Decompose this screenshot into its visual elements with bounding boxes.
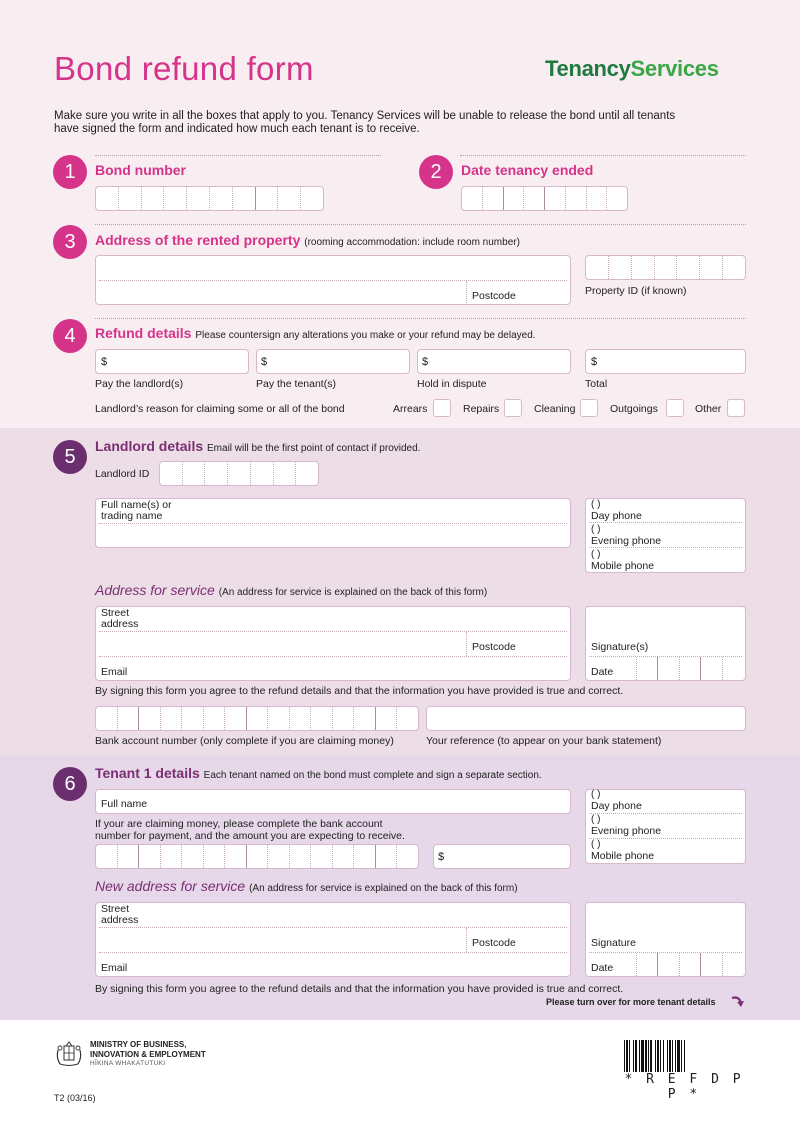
bank-account-label: Bank account number (only complete if you are claiming money) (95, 735, 394, 747)
landlord-id-label: Landlord ID (95, 468, 150, 480)
email-line (99, 656, 567, 657)
tenant-signature-label: Signature (591, 937, 636, 949)
tenant-date-cells[interactable] (615, 953, 743, 976)
phone-area-code: ( ) (591, 549, 601, 560)
phone-area-code: ( ) (591, 524, 601, 535)
pay-tenant-label: Pay the tenant(s) (256, 378, 336, 390)
divider (95, 318, 746, 319)
postcode-divider (466, 281, 467, 305)
landlord-agreement-text: By signing this form you agree to the refund details and that the information you have provided is true and correct. (95, 685, 624, 697)
tenant-bank-account-field[interactable] (95, 844, 419, 869)
landlord-bank-account-field[interactable] (95, 706, 419, 731)
tenant-day-phone-label: Day phone (591, 800, 642, 812)
reason-cleaning-label: Cleaning (534, 403, 576, 415)
page-title: Bond refund form (54, 50, 314, 87)
reason-outgoings-label: Outgoings (610, 403, 658, 415)
landlord-name-label: Full name(s) or trading name (101, 499, 172, 522)
reason-other-checkbox[interactable] (727, 399, 745, 417)
reason-arrears-label: Arrears (393, 403, 428, 415)
reason-other-label: Other (695, 403, 722, 415)
property-id-field[interactable] (585, 255, 746, 280)
street-address-label: Street address (101, 903, 139, 926)
landlord-date-label: Date (591, 666, 614, 678)
postcode-label: Postcode (472, 937, 516, 949)
address-line (99, 631, 567, 632)
nz-coat-of-arms-icon (54, 1040, 84, 1068)
currency-symbol: $ (438, 851, 445, 863)
barcode-text: * R E F D P P * (624, 1072, 744, 1102)
email-line (99, 952, 567, 953)
section-4-heading: Refund details Please countersign any alterations you make or your refund may be delayed. (95, 325, 536, 341)
phone-line (589, 522, 742, 523)
section-5-heading: Landlord details Email will be the first point of contact if provided. (95, 438, 421, 454)
tenant-name-field[interactable] (95, 789, 571, 814)
divider (95, 224, 746, 225)
reason-cleaning-checkbox[interactable] (580, 399, 598, 417)
tenant-email-label: Email (101, 962, 128, 974)
tenant-claim-text: If your are claiming money, please complete the bank account number for payment, and the amount you are expecting to receive. (95, 818, 405, 842)
form-code: T2 (03/16) (54, 1093, 96, 1103)
phone-area-code: ( ) (591, 499, 601, 510)
property-id-label: Property ID (if known) (585, 285, 687, 297)
turn-over-note: Please turn over for more tenant details (546, 997, 716, 1007)
divider (460, 155, 746, 156)
landlord-mobile-phone-label: Mobile phone (591, 560, 655, 572)
reason-repairs-checkbox[interactable] (504, 399, 522, 417)
reason-label: Landlord’s reason for claiming some or all of the bond (95, 403, 345, 415)
pay-tenant-field[interactable] (256, 349, 410, 374)
landlord-reference-field[interactable] (426, 706, 746, 731)
tenant-amount-field[interactable] (433, 844, 571, 869)
reference-label: Your reference (to appear on your bank statement) (426, 735, 662, 747)
reason-repairs-label: Repairs (463, 403, 500, 415)
address-line (99, 280, 567, 281)
address-line (99, 927, 567, 928)
landlord-id-field[interactable] (159, 461, 319, 486)
postcode-label: Postcode (472, 290, 516, 302)
landlord-day-phone-label: Day phone (591, 510, 642, 522)
phone-line (589, 838, 742, 839)
currency-symbol: $ (422, 356, 429, 368)
street-address-label: Street address (101, 607, 139, 630)
currency-symbol: $ (101, 356, 108, 368)
currency-symbol: $ (261, 356, 268, 368)
section-6-number: 6 (53, 767, 87, 801)
total-field[interactable] (585, 349, 746, 374)
phone-area-code: ( ) (591, 789, 601, 800)
tenant-mobile-phone-label: Mobile phone (591, 850, 655, 862)
section-3-heading: Address of the rented property (rooming accommodation: include room number) (95, 232, 520, 248)
name-line (99, 523, 567, 524)
total-label: Total (585, 378, 608, 390)
ministry-logo-text: MINISTRY OF BUSINESS, INNOVATION & EMPLOYMENT HĪKINA WHAKATUTUKI (90, 1040, 206, 1067)
section-2-heading: Date tenancy ended (461, 162, 594, 178)
section-2-number: 2 (419, 155, 453, 189)
landlord-date-cells[interactable] (615, 657, 743, 680)
section-1-heading: Bond number (95, 162, 186, 178)
pay-landlord-field[interactable] (95, 349, 249, 374)
bond-number-field[interactable] (95, 186, 324, 211)
reason-arrears-checkbox[interactable] (433, 399, 451, 417)
postcode-label: Postcode (472, 641, 516, 653)
date-tenancy-ended-field[interactable] (461, 186, 628, 211)
section-6-heading: Tenant 1 details Each tenant named on the bond must complete and sign a separate section. (95, 765, 542, 781)
divider (95, 155, 381, 156)
phone-area-code: ( ) (591, 814, 601, 825)
tenant-name-label: Full name (101, 798, 148, 810)
section-3-number: 3 (53, 225, 87, 259)
tenant-agreement-text: By signing this form you agree to the refund details and that the information you have provided is true and correct. (95, 983, 624, 995)
landlord-evening-phone-label: Evening phone (591, 535, 662, 547)
hold-in-dispute-field[interactable] (417, 349, 571, 374)
landlord-signature-label: Signature(s) (591, 641, 649, 653)
barcode-icon (624, 1040, 744, 1072)
postcode-divider (466, 928, 467, 952)
phone-area-code: ( ) (591, 839, 601, 850)
landlord-address-heading: Address for service (An address for service is explained on the back of this form) (95, 582, 488, 598)
barcode-bar (685, 1040, 687, 1072)
tenant-date-label: Date (591, 962, 614, 974)
brand-logo: TenancyServices (545, 56, 719, 81)
turn-over-arrow-icon (730, 995, 746, 1009)
section-5-number: 5 (53, 440, 87, 474)
intro-line-1: Make sure you write in all the boxes that apply to you. Tenancy Services will be unable to release the bond until all tenants (54, 110, 676, 122)
postcode-divider (466, 632, 467, 656)
intro-line-2: have signed the form and indicated how much each tenant is to receive. (54, 123, 420, 135)
phone-line (589, 547, 742, 548)
hold-in-dispute-label: Hold in dispute (417, 378, 487, 390)
landlord-email-label: Email (101, 666, 128, 678)
phone-line (589, 813, 742, 814)
section-4-number: 4 (53, 319, 87, 353)
tenant-evening-phone-label: Evening phone (591, 825, 662, 837)
currency-symbol: $ (591, 356, 598, 368)
tenant-address-heading: New address for service (An address for service is explained on the back of this form) (95, 878, 518, 894)
section-1-number: 1 (53, 155, 87, 189)
pay-landlord-label: Pay the landlord(s) (95, 378, 184, 390)
reason-outgoings-checkbox[interactable] (666, 399, 684, 417)
